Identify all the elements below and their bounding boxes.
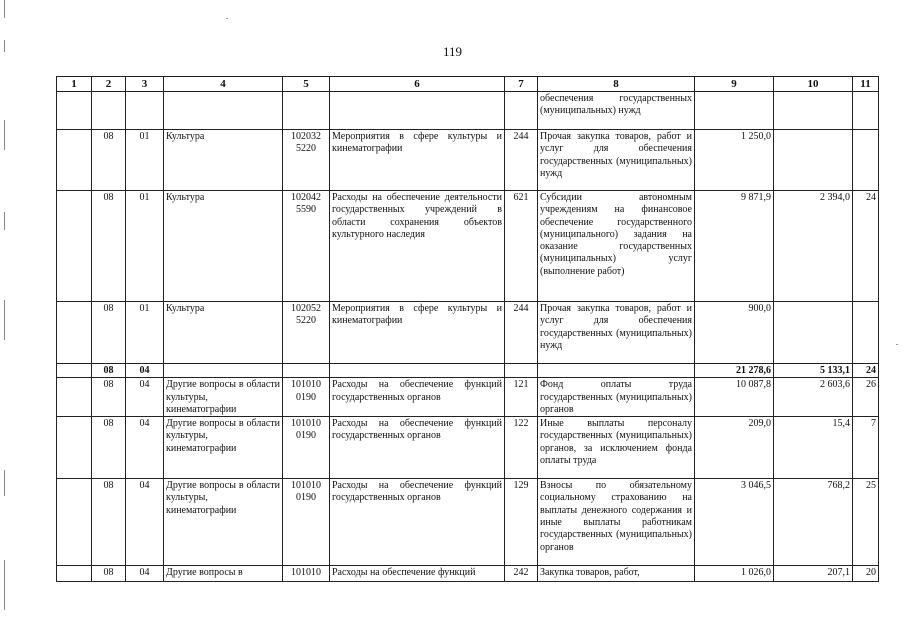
cell-section-name — [164, 364, 283, 378]
cell-col1 — [57, 479, 92, 566]
cell-target-name: Расходы на обеспечение функций государственных органов — [330, 479, 505, 566]
cell-target-name: Расходы на обеспечение функций государственных органов — [330, 378, 505, 417]
table-row — [57, 566, 879, 582]
cell-target-code: 102042 5590 — [283, 191, 330, 302]
cell-target-name: Расходы на обеспечение деятельности государственных учреждений в области сохранения объектов культурного наследия — [330, 191, 505, 302]
column-header: 3 — [126, 77, 164, 92]
page-number: 119 — [442, 44, 463, 59]
budget-table — [56, 76, 879, 582]
column-header: 8 — [538, 77, 695, 92]
cell-col1 — [57, 364, 92, 378]
cell-target-name: Мероприятия в сфере культуры и кинематографии — [330, 130, 505, 191]
cell-amount-actual: 207,1 — [774, 566, 853, 582]
cell-expense-type: 621 — [505, 191, 538, 302]
cell-subsection: 01 — [126, 302, 164, 364]
cell-target-code: 102032 5220 — [283, 130, 330, 191]
cell-col1 — [57, 92, 92, 130]
cell-amount-actual — [774, 302, 853, 364]
cell-percent — [853, 130, 879, 191]
cell-expense-type-name: Субсидии автономным учреждениям на финансовое обеспечение государственного (муниципального) задания на оказание государственных (муниципальных) услуг (выполнение работ) — [538, 191, 695, 302]
cell-target-name — [330, 364, 505, 378]
cell-amount-actual: 2 394,0 — [774, 191, 853, 302]
cell-col1 — [57, 130, 92, 191]
cell-percent: 26 — [853, 378, 879, 417]
cell-target-name: Расходы на обеспечение функций государственных органов — [330, 417, 505, 479]
cell-subsection: 01 — [126, 130, 164, 191]
cell-amount-actual — [774, 92, 853, 130]
cell-amount-actual: 15,4 — [774, 417, 853, 479]
cell-section — [92, 92, 126, 130]
cell-target-code: 101010 0190 — [283, 479, 330, 566]
cell-subsection: 04 — [126, 364, 164, 378]
cell-target-code: 102052 5220 — [283, 302, 330, 364]
cell-target-code: 101010 0190 — [283, 378, 330, 417]
cell-section: 08 — [92, 378, 126, 417]
cell-expense-type-name: Закупка товаров, работ, — [538, 566, 695, 582]
cell-amount-plan: 3 046,5 — [695, 479, 774, 566]
cell-col1 — [57, 566, 92, 582]
cell-percent: 24 — [853, 364, 879, 378]
scan-speck — [896, 344, 898, 345]
cell-percent: 7 — [853, 417, 879, 479]
cell-amount-plan: 900,0 — [695, 302, 774, 364]
cell-section-name: Культура — [164, 302, 283, 364]
subtotal-row — [57, 364, 879, 378]
cell-percent — [853, 302, 879, 364]
cell-expense-type-name: Прочая закупка товаров, работ и услуг для обеспечения государственных (муниципальных) нужд — [538, 302, 695, 364]
cell-percent: 24 — [853, 191, 879, 302]
cell-subsection: 04 — [126, 417, 164, 479]
cell-amount-plan: 209,0 — [695, 417, 774, 479]
cell-expense-type — [505, 92, 538, 130]
cell-col1 — [57, 417, 92, 479]
cell-amount-actual: 768,2 — [774, 479, 853, 566]
cell-expense-type-name: Взносы по обязательному социальному страхованию на выплаты денежного содержания и иные выплаты работникам государственных (муниципальных) органов — [538, 479, 695, 566]
cell-target-code: 101010 — [283, 566, 330, 582]
cell-section-name — [164, 92, 283, 130]
column-header: 11 — [853, 77, 879, 92]
table-row — [57, 191, 879, 302]
cell-expense-type: 242 — [505, 566, 538, 582]
column-header: 4 — [164, 77, 283, 92]
cell-expense-type: 244 — [505, 302, 538, 364]
cell-expense-type-name: обеспечения государственных (муниципальных) нужд — [538, 92, 695, 130]
cell-percent: 20 — [853, 566, 879, 582]
header-row — [57, 77, 879, 92]
cell-percent: 25 — [853, 479, 879, 566]
table-row — [57, 417, 879, 479]
cell-subsection: 01 — [126, 191, 164, 302]
table-row — [57, 479, 879, 566]
cell-amount-actual: 5 133,1 — [774, 364, 853, 378]
column-header: 9 — [695, 77, 774, 92]
cell-expense-type: 121 — [505, 378, 538, 417]
cell-amount-plan — [695, 92, 774, 130]
column-header: 1 — [57, 77, 92, 92]
cell-col1 — [57, 378, 92, 417]
cell-section-name: Культура — [164, 130, 283, 191]
table-row — [57, 302, 879, 364]
column-header: 7 — [505, 77, 538, 92]
cell-percent — [853, 92, 879, 130]
cell-section-name: Другие вопросы в области культуры, кинематографии — [164, 417, 283, 479]
cell-target-name: Мероприятия в сфере культуры и кинематографии — [330, 302, 505, 364]
cell-section-name: Другие вопросы в области культуры, кинематографии — [164, 378, 283, 417]
cell-expense-type-name — [538, 364, 695, 378]
cell-target-name — [330, 92, 505, 130]
cell-expense-type-name: Иные выплаты персоналу государственных (муниципальных) органов, за исключением фонда оплаты труда — [538, 417, 695, 479]
column-header: 5 — [283, 77, 330, 92]
cell-expense-type-name: Фонд оплаты труда государственных (муниципальных) органов — [538, 378, 695, 417]
cell-amount-actual: 2 603,6 — [774, 378, 853, 417]
cell-section-name: Культура — [164, 191, 283, 302]
cell-amount-plan: 21 278,6 — [695, 364, 774, 378]
cell-subsection: 04 — [126, 566, 164, 582]
table-row — [57, 130, 879, 191]
cell-expense-type: 244 — [505, 130, 538, 191]
cell-expense-type: 122 — [505, 417, 538, 479]
cell-amount-plan: 9 871,9 — [695, 191, 774, 302]
cell-target-code — [283, 364, 330, 378]
cell-section: 08 — [92, 479, 126, 566]
left-margin-marks — [2, 0, 8, 640]
cell-section-name: Другие вопросы в области культуры, кинематографии — [164, 479, 283, 566]
scan-speck — [226, 18, 228, 19]
cell-section: 08 — [92, 302, 126, 364]
cell-section: 08 — [92, 191, 126, 302]
column-header: 10 — [774, 77, 853, 92]
cell-subsection: 04 — [126, 378, 164, 417]
cell-target-code: 101010 0190 — [283, 417, 330, 479]
cell-subsection: 04 — [126, 479, 164, 566]
table-row — [57, 378, 879, 417]
cell-target-name: Расходы на обеспечение функций — [330, 566, 505, 582]
cell-amount-actual — [774, 130, 853, 191]
cell-amount-plan: 1 026,0 — [695, 566, 774, 582]
cell-section: 08 — [92, 364, 126, 378]
cell-subsection — [126, 92, 164, 130]
cell-target-code — [283, 92, 330, 130]
column-header: 2 — [92, 77, 126, 92]
cell-expense-type: 129 — [505, 479, 538, 566]
cell-section: 08 — [92, 130, 126, 191]
cell-expense-type — [505, 364, 538, 378]
cell-section-name: Другие вопросы в — [164, 566, 283, 582]
cell-expense-type-name: Прочая закупка товаров, работ и услуг для обеспечения государственных (муниципальных) нужд — [538, 130, 695, 191]
cell-col1 — [57, 302, 92, 364]
cell-col1 — [57, 191, 92, 302]
cell-amount-plan: 1 250,0 — [695, 130, 774, 191]
cell-amount-plan: 10 087,8 — [695, 378, 774, 417]
table-row — [57, 92, 879, 130]
column-header: 6 — [330, 77, 505, 92]
cell-section: 08 — [92, 417, 126, 479]
cell-section: 08 — [92, 566, 126, 582]
